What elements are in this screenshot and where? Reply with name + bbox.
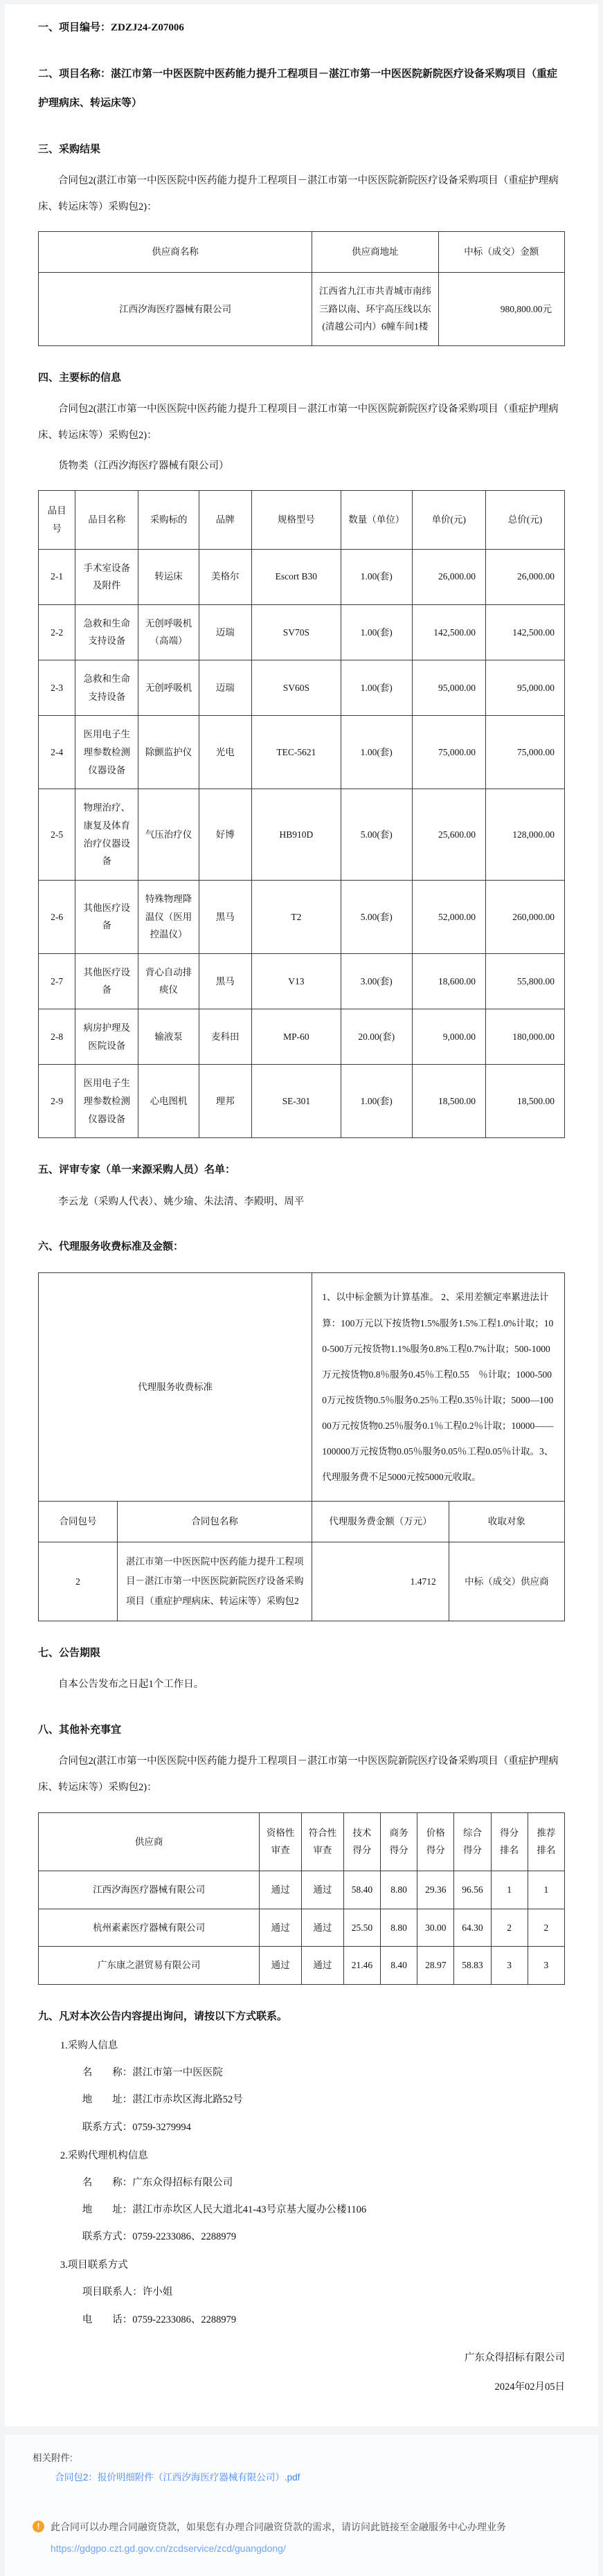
table-cell: Escort B30 bbox=[251, 549, 341, 604]
supplementary-intro: 合同包2(湛江市第一中医医院中医药能力提升工程项目－湛江市第一中医医院新院医疗设备采购项目（重症护理病床、转运床等）采购包2)： bbox=[38, 1756, 559, 1793]
table-cell: 260,000.00 bbox=[485, 880, 564, 953]
table-cell: 黑马 bbox=[199, 953, 251, 1009]
experts-names: 李云龙（采购人代表）、姚少瑜、朱法清、李殿明、周平 bbox=[58, 1196, 305, 1207]
column-header: 代理服务费金额（万元） bbox=[312, 1502, 449, 1542]
section-experts-heading: 五、评审专家（单一来源采购人员）名单： bbox=[38, 1164, 236, 1176]
table-cell: 58.83 bbox=[454, 1947, 491, 1985]
table-cell: 物理治疗、康复及体育治疗仪器设备 bbox=[75, 789, 138, 881]
column-header: 资格性审查 bbox=[260, 1812, 302, 1871]
finance-service-link[interactable]: https://gdgpo.czt.gd.gov.cn/zcdservice/zcd/guangdong/ bbox=[51, 2543, 286, 2555]
table-cell: 手术室设备及附件 bbox=[75, 549, 138, 604]
table-row bbox=[39, 604, 565, 660]
agency-name: 名 称：广东众得招标有限公司 bbox=[82, 2177, 233, 2188]
table-header-row bbox=[39, 491, 565, 549]
agency-info-group bbox=[38, 2143, 565, 2251]
column-header: 品牌 bbox=[199, 491, 251, 549]
table-cell: 江西省九江市共青城市南纬三路以南、环宇高压线以东(清越公司内）6幢车间1楼 bbox=[312, 273, 438, 346]
table-cell: 病房护理及医院设备 bbox=[75, 1009, 138, 1065]
table-cell: 医用电子生理参数检测仪器设备 bbox=[75, 1065, 138, 1138]
table-row bbox=[39, 880, 565, 953]
project-contact-group bbox=[38, 2252, 565, 2333]
table-row bbox=[39, 789, 565, 881]
table-cell: 1、以中标金额为计算基准。 2、采用差额定率累进法计算：100万元以下按货物1.5%服务1.5%工程1.0%计取；100-500万元按货物1.1%服务0.8%工程0.7%计取；500-1000万元按货物0.8％服务0.45％工程0.55 ％计取；1000-5000万元按货物0.5％服务0.25％工程0.35％计取；5000—10000万元按货物0.25％服务0.1％工程0.2％计取；10000——100000万元按货物0.05％服务0.05％工程0.05％计取。3、代理服务费不足5000元按5000元收取。 bbox=[312, 1273, 565, 1502]
table-row bbox=[39, 1065, 565, 1138]
column-header: 符合性审查 bbox=[302, 1812, 344, 1871]
table-cell: 55,800.00 bbox=[485, 953, 564, 1009]
table-cell: 通过 bbox=[302, 1909, 344, 1947]
table-cell: 无创呼吸机 bbox=[138, 660, 199, 716]
table-cell: 迈瑞 bbox=[199, 604, 251, 660]
table-row bbox=[39, 660, 565, 716]
table-cell: 95,000.00 bbox=[412, 660, 485, 716]
table-header-row bbox=[39, 232, 565, 273]
table-cell: 95,000.00 bbox=[485, 660, 564, 716]
agency-phone: 联系方式：0759-2233086、2288979 bbox=[82, 2231, 237, 2243]
table-cell: 1.00(套) bbox=[341, 549, 412, 604]
purchaser-info-title: 1.采购人信息 bbox=[60, 2040, 118, 2052]
table-cell: 26,000.00 bbox=[485, 549, 564, 604]
table-header-row bbox=[39, 1812, 565, 1871]
finance-notice bbox=[33, 2519, 570, 2536]
announcement-period-text: 自本公告发布之日起1个工作日。 bbox=[58, 1679, 204, 1691]
column-header: 单价(元) bbox=[412, 491, 485, 549]
section-main-subject-heading: 四、主要标的信息 bbox=[38, 372, 122, 384]
section-announcement-period-heading: 七、公告期限 bbox=[38, 1648, 101, 1659]
table-row bbox=[39, 1909, 565, 1947]
table-cell: 180,000.00 bbox=[485, 1009, 564, 1065]
column-header: 品目号 bbox=[39, 491, 75, 549]
purchaser-phone: 联系方式：0759-3279994 bbox=[82, 2121, 191, 2133]
table-cell: 迈瑞 bbox=[199, 660, 251, 716]
table-cell: 2-6 bbox=[39, 880, 75, 953]
table-cell: 2-2 bbox=[39, 604, 75, 660]
publish-date: 2024年02月05日 bbox=[494, 2381, 565, 2393]
table-cell: 1.00(套) bbox=[341, 660, 412, 716]
section-supplementary-heading: 八、其他补充事宜 bbox=[38, 1724, 122, 1736]
announcement-body bbox=[5, 4, 598, 2426]
table-cell: 75,000.00 bbox=[485, 716, 564, 789]
table-row bbox=[39, 1871, 565, 1909]
table-cell: 2 bbox=[491, 1909, 528, 1947]
column-header: 供应商地址 bbox=[312, 232, 438, 273]
table-cell: 心电图机 bbox=[138, 1065, 199, 1138]
agency-address: 地 址：湛江市赤坎区人民大道北41-43号京基大厦办公楼1106 bbox=[82, 2204, 367, 2215]
main-subject-intro: 合同包2(湛江市第一中医医院中医药能力提升工程项目－湛江市第一中医医院新院医疗设备采购项目（重症护理病床、转运床等）采购包2)： bbox=[38, 404, 559, 441]
table-row bbox=[39, 273, 565, 346]
table-cell: 通过 bbox=[302, 1947, 344, 1985]
agency-info-title: 2.采购代理机构信息 bbox=[60, 2150, 148, 2161]
table-cell: 江西汐海医疗器械有限公司 bbox=[39, 273, 312, 346]
table-cell: 其他医疗设备 bbox=[75, 880, 138, 953]
table-cell: HB910D bbox=[251, 789, 341, 881]
column-header: 总价(元) bbox=[485, 491, 564, 549]
table-cell: 1.00(套) bbox=[341, 604, 412, 660]
table-cell: 2-4 bbox=[39, 716, 75, 789]
table-cell: 背心自动排痰仪 bbox=[138, 953, 199, 1009]
table-cell: V13 bbox=[251, 953, 341, 1009]
table-cell: 1.4712 bbox=[312, 1542, 449, 1621]
table-cell: 医用电子生理参数检测仪器设备 bbox=[75, 716, 138, 789]
table-row bbox=[39, 1542, 565, 1621]
signoff-block bbox=[38, 2343, 565, 2402]
table-cell: 中标（成交）供应商 bbox=[449, 1542, 564, 1621]
column-header: 合同包号 bbox=[39, 1502, 118, 1542]
table-cell: 2-3 bbox=[39, 660, 75, 716]
table-row bbox=[39, 953, 565, 1009]
table-cell: 3.00(套) bbox=[341, 953, 412, 1009]
table-cell: 2-7 bbox=[39, 953, 75, 1009]
table-row bbox=[39, 1009, 565, 1065]
attachments-section bbox=[5, 2435, 598, 2576]
column-header: 收取对象 bbox=[449, 1502, 564, 1542]
table-cell: 64.30 bbox=[454, 1909, 491, 1947]
column-header: 商务得分 bbox=[381, 1812, 417, 1871]
agency-signature: 广东众得招标有限公司 bbox=[465, 2352, 565, 2363]
goods-class-line: 货物类（江西汐海医疗器械有限公司） bbox=[58, 460, 229, 471]
table-cell: T2 bbox=[251, 880, 341, 953]
column-header: 采购标的 bbox=[138, 491, 199, 549]
purchaser-address: 地 址：湛江市赤坎区海北路52号 bbox=[82, 2094, 243, 2106]
table-cell: 128,000.00 bbox=[485, 789, 564, 881]
table-cell: 29.36 bbox=[417, 1871, 454, 1909]
column-header: 中标（成交）金额 bbox=[438, 232, 564, 273]
table-cell: 2 bbox=[39, 1542, 118, 1621]
table-cell: 20.00(套) bbox=[341, 1009, 412, 1065]
column-header: 供应商名称 bbox=[39, 232, 312, 273]
column-header: 综合得分 bbox=[454, 1812, 491, 1871]
table-cell: 5.00(套) bbox=[341, 880, 412, 953]
table-cell: 2-8 bbox=[39, 1009, 75, 1065]
table-cell: 杭州素素医疗器械有限公司 bbox=[39, 1909, 260, 1947]
table-cell: 21.46 bbox=[343, 1947, 380, 1985]
finance-notice-text: 此合同可以办理合同融资贷款，如果您有办理合同融资贷款的需求，请访问此链接至金融服务中心办理业务 bbox=[51, 2521, 506, 2533]
table-row bbox=[39, 549, 565, 604]
table-cell: 75,000.00 bbox=[412, 716, 485, 789]
agency-fee-standard-table bbox=[38, 1272, 565, 1502]
table-cell: 142,500.00 bbox=[485, 604, 564, 660]
table-cell: 2-1 bbox=[39, 549, 75, 604]
table-cell: 9,000.00 bbox=[412, 1009, 485, 1065]
column-header: 合同包名称 bbox=[118, 1502, 312, 1542]
procurement-result-table bbox=[38, 231, 565, 346]
table-cell: 58.40 bbox=[343, 1871, 380, 1909]
table-cell: 通过 bbox=[260, 1871, 302, 1909]
table-cell: 30.00 bbox=[417, 1909, 454, 1947]
table-cell: 96.56 bbox=[454, 1871, 491, 1909]
table-cell: SV70S bbox=[251, 604, 341, 660]
table-cell: 除颤监护仪 bbox=[138, 716, 199, 789]
table-cell: 转运床 bbox=[138, 549, 199, 604]
section-agency-fee-heading: 六、代理服务收费标准及金额： bbox=[38, 1241, 184, 1253]
table-cell: TEC-5621 bbox=[251, 716, 341, 789]
purchaser-name: 名 称：湛江市第一中医医院 bbox=[82, 2067, 223, 2079]
table-cell: 通过 bbox=[260, 1909, 302, 1947]
table-cell: 广东康之湛贸易有限公司 bbox=[39, 1947, 260, 1985]
table-cell: 3 bbox=[528, 1947, 564, 1985]
table-cell: 急救和生命支持设备 bbox=[75, 660, 138, 716]
table-cell: 26,000.00 bbox=[412, 549, 485, 604]
table-cell: 输液泵 bbox=[138, 1009, 199, 1065]
table-cell: 142,500.00 bbox=[412, 604, 485, 660]
table-cell: MP-60 bbox=[251, 1009, 341, 1065]
section-project-name-heading: 二、项目名称：湛江市第一中医医院中医药能力提升工程项目－湛江市第一中医医院新院医疗设备采购项目（重症护理病床、转运床等） bbox=[38, 69, 558, 109]
table-cell: 980,800.00元 bbox=[438, 273, 564, 346]
supplier-score-table bbox=[38, 1812, 565, 1985]
table-cell: 光电 bbox=[199, 716, 251, 789]
table-cell: 麦科田 bbox=[199, 1009, 251, 1065]
table-row bbox=[39, 1273, 565, 1502]
table-cell: 18,600.00 bbox=[412, 953, 485, 1009]
project-contact-phone: 电 话：0759-2233086、2288979 bbox=[82, 2314, 237, 2325]
section-project-number-heading: 一、项目编号：ZDZJ24-Z07006 bbox=[38, 22, 184, 33]
table-cell: 其他医疗设备 bbox=[75, 953, 138, 1009]
table-cell: 1.00(套) bbox=[341, 1065, 412, 1138]
column-header: 供应商 bbox=[39, 1812, 260, 1871]
purchaser-info-group bbox=[38, 2033, 565, 2141]
table-cell: SE-301 bbox=[251, 1065, 341, 1138]
table-cell: 5.00(套) bbox=[341, 789, 412, 881]
procurement-result-intro: 合同包2(湛江市第一中医医院中医药能力提升工程项目－湛江市第一中医医院新院医疗设备采购项目（重症护理病床、转运床等）采购包2)： bbox=[38, 175, 559, 213]
table-cell: 美格尔 bbox=[199, 549, 251, 604]
table-cell: 1.00(套) bbox=[341, 716, 412, 789]
table-cell: 理邦 bbox=[199, 1065, 251, 1138]
table-cell: 2-5 bbox=[39, 789, 75, 881]
attachment-pdf-link[interactable]: 合同包2：报价明细附件（江西汐海医疗器械有限公司）.pdf bbox=[55, 2471, 300, 2483]
section-procurement-result-heading: 三、采购结果 bbox=[38, 143, 101, 155]
table-cell: 代理服务收费标准 bbox=[39, 1273, 312, 1502]
table-cell: 52,000.00 bbox=[412, 880, 485, 953]
section-contact-heading: 九、凡对本次公告内容提出询问，请按以下方式联系。 bbox=[38, 2010, 288, 2022]
column-header: 数量（单位） bbox=[341, 491, 412, 549]
table-cell: 湛江市第一中医医院中医药能力提升工程项目－湛江市第一中医医院新院医疗设备采购项目（重症护理病床、转运床等）采购包2 bbox=[118, 1542, 312, 1621]
table-cell: 28.97 bbox=[417, 1947, 454, 1985]
agency-fee-amount-table bbox=[38, 1501, 565, 1621]
table-cell: 18,500.00 bbox=[412, 1065, 485, 1138]
table-cell: 通过 bbox=[302, 1871, 344, 1909]
table-cell: 气压治疗仪 bbox=[138, 789, 199, 881]
table-cell: 黑马 bbox=[199, 880, 251, 953]
table-header-row bbox=[39, 1502, 565, 1542]
table-cell: 通过 bbox=[260, 1947, 302, 1985]
table-cell: 特殊物理降温仪（医用控温仪） bbox=[138, 880, 199, 953]
project-contact-person: 项目联系人：许小姐 bbox=[82, 2287, 173, 2298]
column-header: 推荐排名 bbox=[528, 1812, 564, 1871]
items-table bbox=[38, 490, 565, 1138]
table-cell: 无创呼吸机（高端） bbox=[138, 604, 199, 660]
table-cell: 25,600.00 bbox=[412, 789, 485, 881]
table-cell: 25.50 bbox=[343, 1909, 380, 1947]
attachments-label: 相关附件: bbox=[33, 2452, 73, 2463]
table-cell: 2 bbox=[528, 1909, 564, 1947]
table-cell: 江西汐海医疗器械有限公司 bbox=[39, 1871, 260, 1909]
alert-icon: ! bbox=[33, 2521, 44, 2532]
column-header: 得分排名 bbox=[491, 1812, 528, 1871]
column-header: 品目名称 bbox=[75, 491, 138, 549]
table-cell: 1 bbox=[528, 1871, 564, 1909]
column-header: 价格得分 bbox=[417, 1812, 454, 1871]
table-cell: SV60S bbox=[251, 660, 341, 716]
table-cell: 急救和生命支持设备 bbox=[75, 604, 138, 660]
table-cell: 1 bbox=[491, 1871, 528, 1909]
table-cell: 3 bbox=[491, 1947, 528, 1985]
project-contact-title: 3.项目联系方式 bbox=[60, 2260, 128, 2271]
table-cell: 2-9 bbox=[39, 1065, 75, 1138]
table-cell: 8.40 bbox=[381, 1947, 417, 1985]
table-cell: 8.80 bbox=[381, 1909, 417, 1947]
table-cell: 8.80 bbox=[381, 1871, 417, 1909]
column-header: 技术得分 bbox=[343, 1812, 380, 1871]
table-row bbox=[39, 1947, 565, 1985]
table-row bbox=[39, 716, 565, 789]
table-cell: 18,500.00 bbox=[485, 1065, 564, 1138]
column-header: 规格型号 bbox=[251, 491, 341, 549]
table-cell: 好博 bbox=[199, 789, 251, 881]
